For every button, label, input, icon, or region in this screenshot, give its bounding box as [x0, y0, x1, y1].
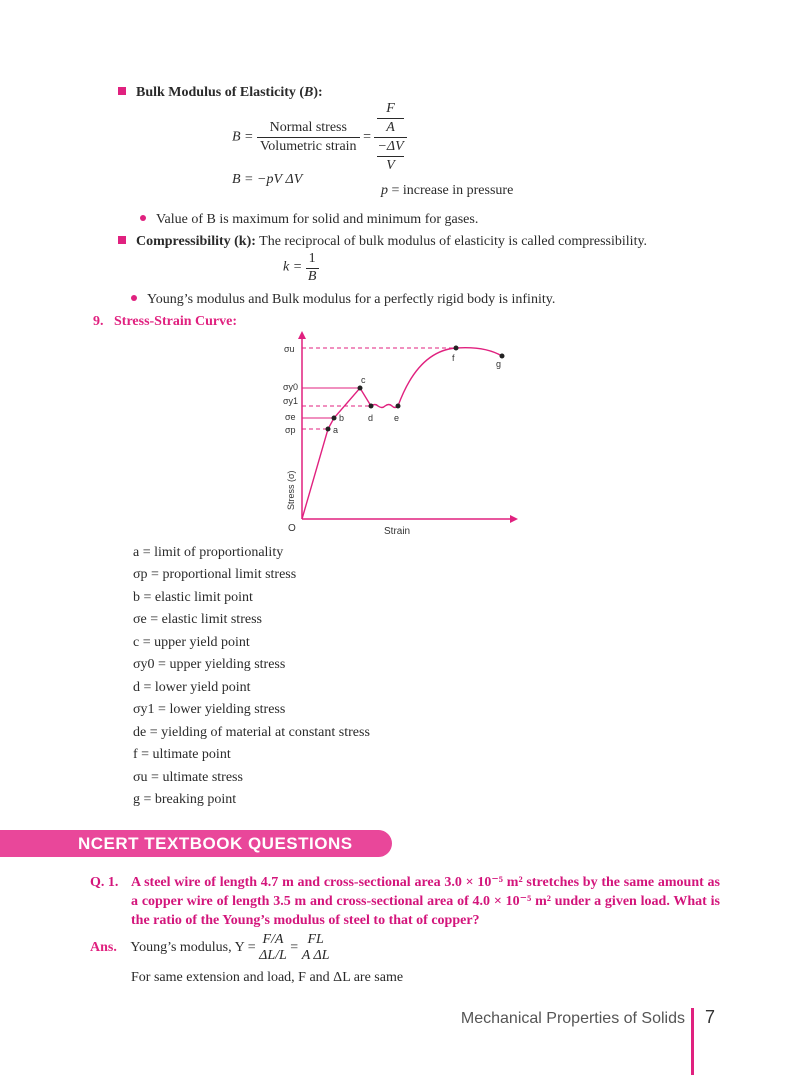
- legend-line: σy0 = upper yielding stress: [133, 657, 286, 672]
- square-bullet-icon: [118, 236, 126, 244]
- legend-line: de = yielding of material at constant stress: [133, 725, 370, 740]
- footer-chapter-title: Mechanical Properties of Solids: [460, 1010, 685, 1027]
- point-b: [332, 416, 337, 421]
- legend-line: σy1 = lower yielding stress: [133, 702, 286, 717]
- x-axis-label: Strain: [384, 526, 411, 537]
- page-number: 7: [705, 1007, 716, 1027]
- ncert-banner: NCERT TEXTBOOK QUESTIONS: [0, 830, 392, 857]
- compressibility-equation: k = $\frac{1}{B}$: [283, 250, 319, 285]
- label-su: σu: [284, 344, 295, 354]
- question-text: A steel wire of length 4.7 m and cross-sectional area 3.0 × 10⁻⁵ m² stretches by the same amount as a copper wire of length 3.5 m and cross-sectional area of 4.0 × 10⁻⁵ m² under a given load. What is the ratio of the Young’s modulus of steel to that of copper?: [131, 875, 720, 928]
- y-axis-label: Stress (σ): [286, 470, 296, 510]
- bulk-equation-1: B = $\frac{\text{Normal stress}}{\text{Volumetric strain}}$ = F A −ΔV V: [232, 100, 407, 175]
- point-e: [396, 404, 401, 409]
- dot-bullet-icon: [140, 215, 146, 221]
- legend-line: b = elastic limit point: [133, 590, 253, 605]
- label-e: e: [394, 413, 400, 423]
- legend-line: a = limit of proportionality: [133, 545, 284, 560]
- compressibility-heading: Compressibility (k): The reciprocal of bulk modulus of elasticity is called compressibility.: [118, 234, 647, 250]
- legend-line: σe = elastic limit stress: [133, 612, 262, 627]
- bulk-equation-2: B = −pV ΔV: [232, 172, 303, 187]
- legend-line: d = lower yield point: [133, 680, 251, 695]
- label-sy1: σy1: [283, 396, 299, 406]
- y-axis-arrow-icon: [298, 331, 306, 339]
- answer-line-2: For same extension and load, F and ΔL are same: [131, 970, 404, 985]
- pressure-note: p = increase in pressure: [381, 183, 514, 198]
- label-d: d: [368, 413, 374, 423]
- point-f: [454, 346, 459, 351]
- point-c: [358, 386, 363, 391]
- answer-line: Ans. Young’s modulus, Y = F/A ΔL/L = FL A ΔL: [90, 932, 330, 963]
- x-axis-arrow-icon: [510, 515, 518, 523]
- stress-strain-diagram: [270, 325, 530, 540]
- legend-line: c = upper yield point: [133, 635, 250, 650]
- point-d: [369, 404, 374, 409]
- rigid-body-bullet: Young’s modulus and Bulk modulus for a perfectly rigid body is infinity.: [131, 292, 555, 308]
- square-bullet-icon: [118, 87, 126, 95]
- label-c: c: [361, 375, 366, 385]
- label-g: g: [496, 359, 502, 369]
- equation-lhs: B =: [232, 129, 254, 145]
- legend-line: σu = ultimate stress: [133, 770, 243, 785]
- point-a: [326, 427, 331, 432]
- bulk-bullet: Value of B is maximum for solid and minimum for gases.: [140, 212, 478, 228]
- label-sp: σp: [285, 425, 296, 435]
- dot-bullet-icon: [131, 295, 137, 301]
- origin-label: O: [288, 523, 296, 534]
- legend-line: σp = proportional limit stress: [133, 567, 297, 582]
- label-a: a: [333, 425, 339, 435]
- label-se: σe: [285, 412, 296, 422]
- point-g: [500, 354, 505, 359]
- stress-strain-fraction: $\frac{\text{Normal stress}}{\text{Volumetric strain}}$: [257, 119, 360, 156]
- compound-fraction: F A −ΔV V: [374, 100, 406, 175]
- bulk-modulus-heading: Bulk Modulus of Elasticity (B):: [118, 85, 323, 101]
- section-9-heading: 9. Stress-Strain Curve:: [93, 314, 238, 329]
- footer-divider: [691, 1008, 694, 1075]
- legend-line: g = breaking point: [133, 792, 237, 807]
- question-number: Q. 1.: [90, 875, 119, 890]
- stress-strain-curve: [302, 348, 502, 519]
- label-f: f: [452, 353, 455, 363]
- label-sy0: σy0: [283, 382, 299, 392]
- label-b: b: [339, 413, 345, 423]
- legend-line: f = ultimate point: [133, 747, 231, 762]
